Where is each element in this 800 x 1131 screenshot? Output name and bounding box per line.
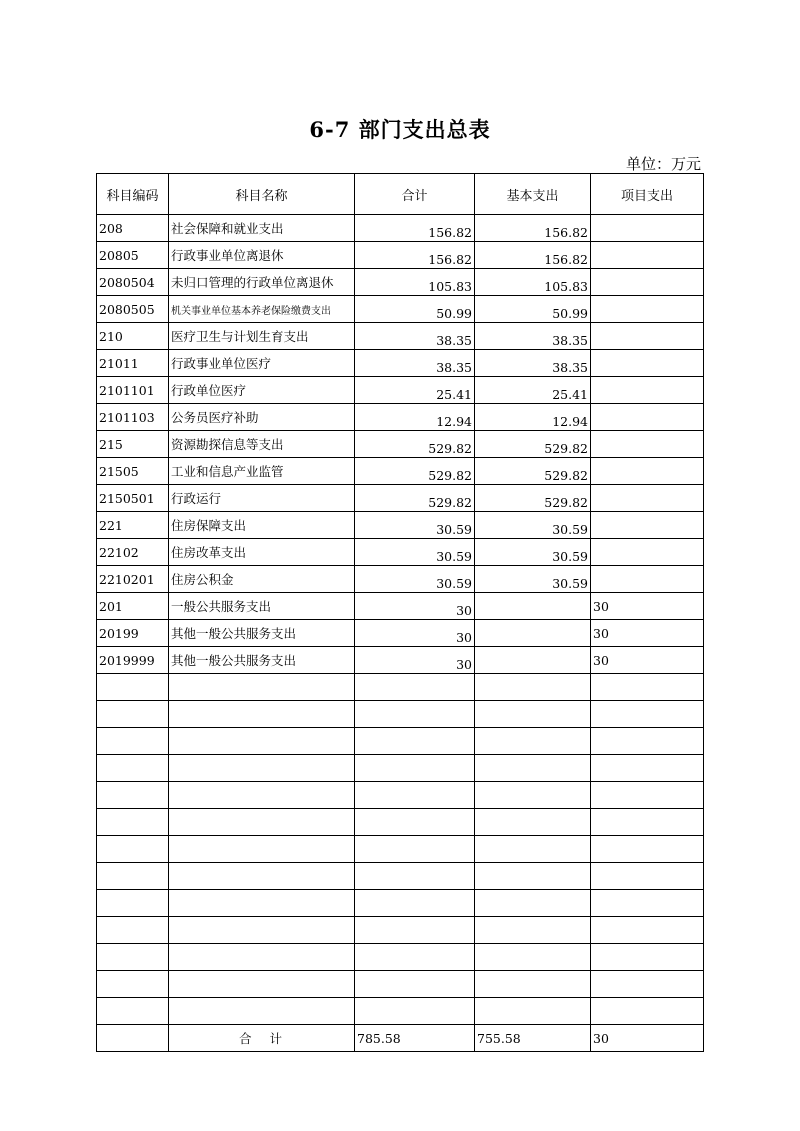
- cell-total: [355, 242, 475, 269]
- header-code: 科目编码: [97, 174, 169, 215]
- empty-cell: [475, 728, 591, 755]
- cell-total-value: 38.35: [436, 359, 472, 375]
- table-row: [97, 215, 704, 242]
- empty-cell: [591, 836, 704, 863]
- cell-project: [591, 377, 704, 404]
- empty-cell: [97, 782, 169, 809]
- empty-cell: [355, 728, 475, 755]
- cell-total: [355, 296, 475, 323]
- table-body: [97, 215, 704, 1052]
- empty-cell: [97, 971, 169, 998]
- empty-cell: [169, 782, 355, 809]
- cell-basic: [475, 215, 591, 242]
- cell-project: [591, 404, 704, 431]
- cell-name: 行政事业单位离退休: [169, 242, 355, 269]
- cell-project: 30: [591, 647, 704, 674]
- cell-total-value: 30: [456, 629, 472, 645]
- cell-basic-value: 529.82: [544, 467, 588, 483]
- empty-cell: [169, 836, 355, 863]
- cell-basic-value: 156.82: [544, 251, 588, 267]
- cell-code: 22102: [97, 539, 169, 566]
- total-row: [97, 1025, 704, 1052]
- empty-cell: [169, 701, 355, 728]
- page-title: 6-7 部门支出总表: [309, 117, 491, 142]
- cell-total: [355, 404, 475, 431]
- empty-row: [97, 809, 704, 836]
- cell-basic: [475, 296, 591, 323]
- empty-cell: [355, 971, 475, 998]
- cell-name: 行政运行: [169, 485, 355, 512]
- cell-code: 208: [97, 215, 169, 242]
- empty-cell: [169, 755, 355, 782]
- cell-total-value: 12.94: [436, 413, 472, 429]
- cell-total: [355, 647, 475, 674]
- cell-basic: [475, 539, 591, 566]
- total-total: 785.58: [355, 1025, 475, 1052]
- empty-cell: [355, 917, 475, 944]
- cell-project: [591, 512, 704, 539]
- cell-basic: [475, 566, 591, 593]
- empty-cell: [355, 998, 475, 1025]
- empty-cell: [97, 728, 169, 755]
- cell-project: [591, 485, 704, 512]
- cell-project: 30: [591, 620, 704, 647]
- empty-cell: [97, 809, 169, 836]
- empty-cell: [97, 674, 169, 701]
- empty-cell: [591, 755, 704, 782]
- empty-cell: [591, 998, 704, 1025]
- cell-name: 公务员医疗补助: [169, 404, 355, 431]
- cell-basic-value: 529.82: [544, 494, 588, 510]
- empty-cell: [355, 836, 475, 863]
- cell-name: 住房改革支出: [169, 539, 355, 566]
- empty-cell: [591, 971, 704, 998]
- table-row: [97, 512, 704, 539]
- empty-cell: [169, 944, 355, 971]
- table-row: [97, 539, 704, 566]
- empty-cell: [169, 998, 355, 1025]
- cell-basic-value: 30.59: [552, 521, 588, 537]
- empty-row: [97, 674, 704, 701]
- header-basic: 基本支出: [475, 174, 591, 215]
- cell-total: [355, 215, 475, 242]
- cell-total: [355, 512, 475, 539]
- cell-total: [355, 539, 475, 566]
- cell-total-value: 156.82: [428, 224, 472, 240]
- empty-cell: [169, 863, 355, 890]
- table-row: [97, 377, 704, 404]
- empty-cell: [475, 998, 591, 1025]
- empty-cell: [475, 674, 591, 701]
- cell-basic: [475, 485, 591, 512]
- empty-cell: [355, 890, 475, 917]
- total-code-cell: [97, 1025, 169, 1052]
- cell-basic: [475, 431, 591, 458]
- table-row: [97, 350, 704, 377]
- cell-project: [591, 350, 704, 377]
- empty-cell: [169, 971, 355, 998]
- cell-basic: [475, 242, 591, 269]
- empty-cell: [475, 755, 591, 782]
- empty-row: [97, 728, 704, 755]
- empty-cell: [475, 782, 591, 809]
- empty-cell: [97, 944, 169, 971]
- table-row: [97, 566, 704, 593]
- cell-total-value: 105.83: [428, 278, 472, 294]
- cell-total: [355, 377, 475, 404]
- cell-code: 2150501: [97, 485, 169, 512]
- cell-basic: [475, 323, 591, 350]
- table-row: [97, 296, 704, 323]
- table-row: [97, 593, 704, 620]
- empty-row: [97, 755, 704, 782]
- cell-name: 医疗卫生与计划生育支出: [169, 323, 355, 350]
- cell-name: 一般公共服务支出: [169, 593, 355, 620]
- empty-cell: [591, 863, 704, 890]
- cell-total: [355, 458, 475, 485]
- cell-project: 30: [591, 593, 704, 620]
- empty-cell: [355, 782, 475, 809]
- cell-basic: [475, 647, 591, 674]
- cell-project: [591, 431, 704, 458]
- cell-project: [591, 539, 704, 566]
- cell-basic: [475, 404, 591, 431]
- cell-project: [591, 323, 704, 350]
- cell-code: 2080504: [97, 269, 169, 296]
- empty-cell: [97, 755, 169, 782]
- cell-code: 2101103: [97, 404, 169, 431]
- empty-cell: [591, 782, 704, 809]
- cell-name: 机关事业单位基本养老保险缴费支出: [169, 296, 355, 323]
- cell-project: [591, 242, 704, 269]
- cell-code: 2210201: [97, 566, 169, 593]
- cell-name: 其他一般公共服务支出: [169, 620, 355, 647]
- cell-basic: [475, 458, 591, 485]
- empty-row: [97, 917, 704, 944]
- empty-cell: [97, 836, 169, 863]
- cell-basic: [475, 350, 591, 377]
- empty-cell: [97, 917, 169, 944]
- cell-total-value: 38.35: [436, 332, 472, 348]
- empty-cell: [355, 674, 475, 701]
- header-name: 科目名称: [169, 174, 355, 215]
- cell-basic: [475, 593, 591, 620]
- empty-cell: [591, 728, 704, 755]
- cell-name: 社会保障和就业支出: [169, 215, 355, 242]
- cell-basic-value: 38.35: [552, 332, 588, 348]
- cell-total-value: 25.41: [436, 386, 472, 402]
- cell-code: 221: [97, 512, 169, 539]
- empty-row: [97, 998, 704, 1025]
- cell-basic-value: 30.59: [552, 575, 588, 591]
- empty-row: [97, 701, 704, 728]
- cell-code: 2019999: [97, 647, 169, 674]
- empty-cell: [591, 944, 704, 971]
- cell-basic: [475, 620, 591, 647]
- empty-cell: [355, 701, 475, 728]
- empty-cell: [591, 809, 704, 836]
- header-project: 项目支出: [591, 174, 704, 215]
- cell-total-value: 30.59: [436, 548, 472, 564]
- table-row: [97, 485, 704, 512]
- total-basic: 755.58: [475, 1025, 591, 1052]
- cell-name: 住房保障支出: [169, 512, 355, 539]
- empty-cell: [475, 809, 591, 836]
- cell-total-value: 30: [456, 602, 472, 618]
- empty-cell: [475, 971, 591, 998]
- empty-cell: [591, 890, 704, 917]
- cell-basic: [475, 269, 591, 296]
- table-row: [97, 647, 704, 674]
- cell-name: 住房公积金: [169, 566, 355, 593]
- table-row: [97, 323, 704, 350]
- cell-name: 行政单位医疗: [169, 377, 355, 404]
- empty-row: [97, 944, 704, 971]
- cell-code: 20805: [97, 242, 169, 269]
- empty-cell: [169, 674, 355, 701]
- cell-name: 行政事业单位医疗: [169, 350, 355, 377]
- empty-cell: [169, 890, 355, 917]
- cell-name: 工业和信息产业监管: [169, 458, 355, 485]
- cell-total-value: 50.99: [436, 305, 472, 321]
- empty-cell: [475, 701, 591, 728]
- cell-basic-value: 529.82: [544, 440, 588, 456]
- cell-total-value: 529.82: [428, 467, 472, 483]
- table-row: [97, 404, 704, 431]
- cell-total-value: 30.59: [436, 521, 472, 537]
- empty-cell: [591, 917, 704, 944]
- cell-basic-value: 50.99: [552, 305, 588, 321]
- cell-total-value: 529.82: [428, 440, 472, 456]
- cell-basic: [475, 377, 591, 404]
- empty-cell: [591, 674, 704, 701]
- cell-code: 20199: [97, 620, 169, 647]
- unit-label: 单位：万元: [625, 155, 701, 173]
- cell-basic: [475, 512, 591, 539]
- cell-total: [355, 620, 475, 647]
- cell-total: [355, 269, 475, 296]
- empty-cell: [475, 917, 591, 944]
- cell-total: [355, 593, 475, 620]
- table-row: [97, 269, 704, 296]
- total-label: 合计: [169, 1025, 355, 1052]
- header-row: [97, 174, 704, 215]
- empty-cell: [475, 944, 591, 971]
- cell-project: [591, 269, 704, 296]
- empty-row: [97, 836, 704, 863]
- table-row: [97, 620, 704, 647]
- cell-project: [591, 566, 704, 593]
- cell-project: [591, 296, 704, 323]
- empty-cell: [355, 944, 475, 971]
- empty-cell: [169, 917, 355, 944]
- cell-code: 210: [97, 323, 169, 350]
- empty-row: [97, 782, 704, 809]
- empty-cell: [355, 863, 475, 890]
- empty-cell: [355, 755, 475, 782]
- cell-project: [591, 215, 704, 242]
- cell-total-value: 529.82: [428, 494, 472, 510]
- empty-row: [97, 863, 704, 890]
- cell-code: 2101101: [97, 377, 169, 404]
- cell-code: 21505: [97, 458, 169, 485]
- total-project: 30: [591, 1025, 704, 1052]
- empty-cell: [97, 890, 169, 917]
- cell-name: 其他一般公共服务支出: [169, 647, 355, 674]
- empty-cell: [169, 728, 355, 755]
- cell-basic-value: 30.59: [552, 548, 588, 564]
- cell-basic-value: 12.94: [552, 413, 588, 429]
- cell-basic-value: 156.82: [544, 224, 588, 240]
- empty-cell: [97, 701, 169, 728]
- cell-total-value: 30.59: [436, 575, 472, 591]
- cell-total: [355, 566, 475, 593]
- cell-code: 201: [97, 593, 169, 620]
- cell-total: [355, 323, 475, 350]
- expenditure-table: [96, 173, 704, 1052]
- empty-cell: [169, 809, 355, 836]
- empty-cell: [97, 998, 169, 1025]
- empty-cell: [475, 890, 591, 917]
- table-row: [97, 242, 704, 269]
- empty-cell: [355, 809, 475, 836]
- cell-name: 未归口管理的行政单位离退休: [169, 269, 355, 296]
- cell-total: [355, 485, 475, 512]
- cell-basic-value: 38.35: [552, 359, 588, 375]
- table-row: [97, 431, 704, 458]
- cell-basic-value: 105.83: [544, 278, 588, 294]
- empty-cell: [475, 863, 591, 890]
- cell-total-value: 30: [456, 656, 472, 672]
- cell-total: [355, 431, 475, 458]
- table-row: [97, 458, 704, 485]
- cell-basic-value: 25.41: [552, 386, 588, 402]
- cell-code: 215: [97, 431, 169, 458]
- empty-row: [97, 971, 704, 998]
- cell-code: 2080505: [97, 296, 169, 323]
- cell-name: 资源勘探信息等支出: [169, 431, 355, 458]
- empty-cell: [475, 836, 591, 863]
- cell-code: 21011: [97, 350, 169, 377]
- empty-row: [97, 890, 704, 917]
- cell-total: [355, 350, 475, 377]
- cell-total-value: 156.82: [428, 251, 472, 267]
- empty-cell: [97, 863, 169, 890]
- header-total: 合计: [355, 174, 475, 215]
- empty-cell: [591, 701, 704, 728]
- cell-project: [591, 458, 704, 485]
